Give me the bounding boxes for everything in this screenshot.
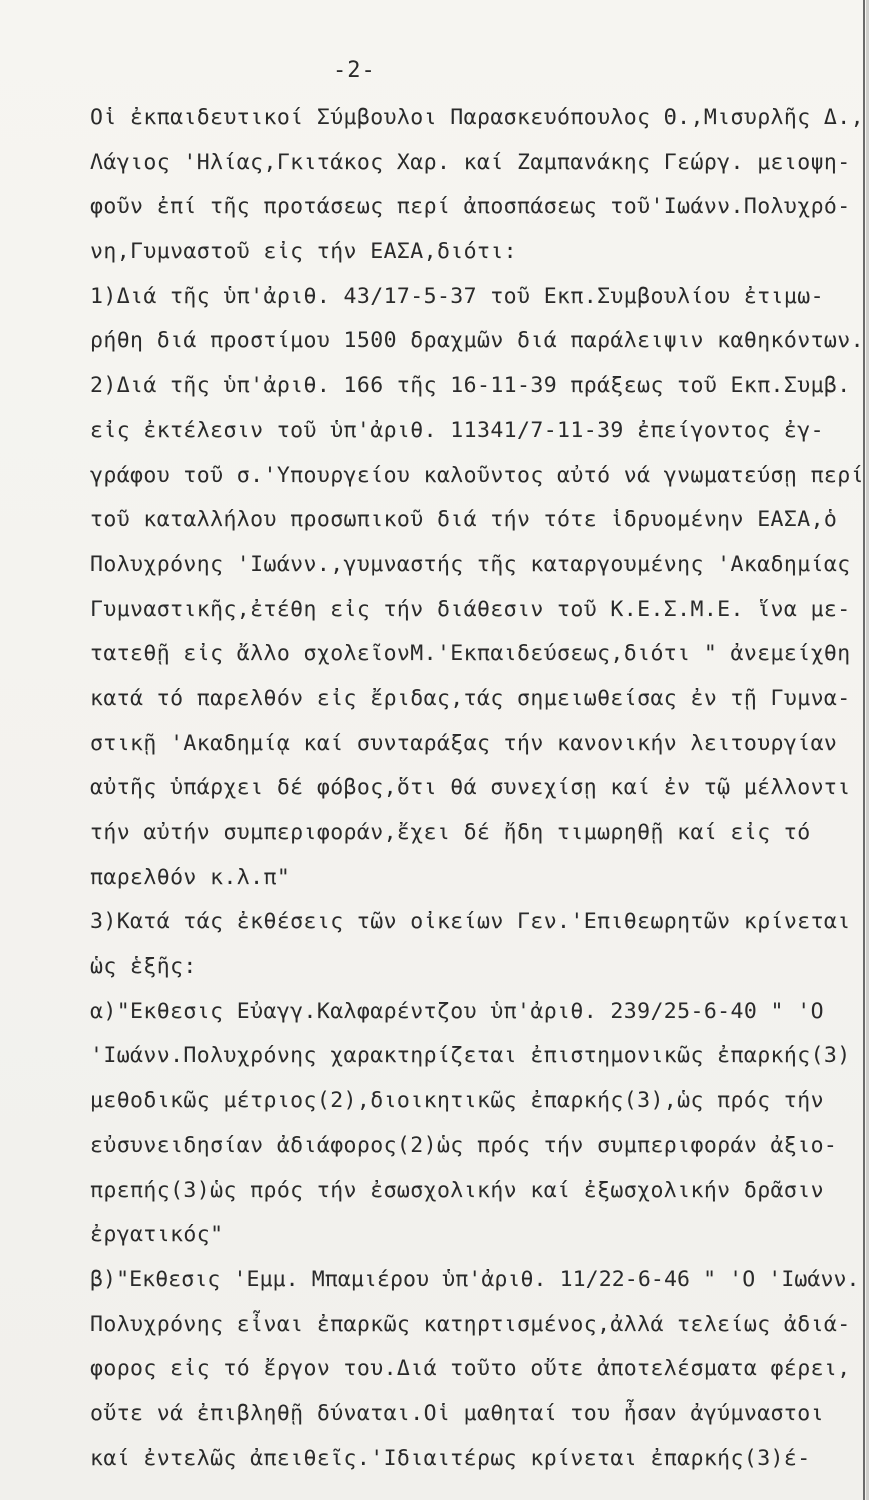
text-line: γράφου τοῦ σ.'Υπουργείου καλοῦντος αὐτό νά γνωματεύσῃ περί (90, 462, 864, 488)
text-line: εὐσυνειδησίαν ἀδιάφορος(2)ὡς πρός τήν συμπεριφοράν ἀξιο- (90, 1132, 838, 1158)
page-number: -2- (333, 58, 376, 83)
text-line: τατεθῇ εἰς ἄλλο σχολεῖονΜ.'Εκπαιδεύσεως,διότι " ἀνεμείχθη (90, 641, 851, 667)
text-line: 2)Διά τῆς ὑπ'ἀριθ. 166 τῆς 16-11-39 πράξεως τοῦ Εκπ.Συμβ. (90, 373, 851, 399)
text-line: φορος εἰς τό ἔργον του.Διά τοῦτο οὔτε ἀποτελέσματα φέρει, (90, 1356, 851, 1382)
text-line: πρεπής(3)ὡς πρός τήν ἐσωσχολικήν καί ἐξωσχολικήν δρᾶσιν (90, 1177, 824, 1203)
text-line: οὔτε νά ἐπιβληθῇ δύναται.Οἱ μαθηταί του ἦσαν ἀγύμναστοι (90, 1400, 824, 1426)
text-line: ρήθη διά προστίμου 1500 δραχμῶν διά παράλειψιν καθηκόντων. (90, 328, 864, 354)
text-line: τήν αὐτήν συμπεριφοράν,ἔχει δέ ἤδη τιμωρηθῇ καί εἰς τό (90, 820, 811, 845)
text-line: β)"Εκθεσις 'Εμμ. Μπαμιέρου ὑπ'ἀριθ. 11/22-6-46 " 'Ο 'Ιωάνν. (90, 1266, 860, 1292)
text-line: Πολυχρόνης εἶναι ἐπαρκῶς κατηρτισμένος,ἀλλά τελείως ἀδιά- (90, 1311, 851, 1337)
text-line: μεθοδικῶς μέτριος(2),διοικητικῶς ἐπαρκής(3),ὡς πρός τήν (90, 1088, 824, 1114)
text-line: ὡς ἑξῆς: (90, 954, 197, 980)
text-line: καί ἐντελῶς ἀπειθεῖς.'Ιδιαιτέρως κρίνεται ἐπαρκής(3)έ- (90, 1445, 811, 1471)
document-body (90, 96, 865, 1481)
text-line: αὐτῆς ὑπάρχει δέ φόβος,ὅτι θά συνεχίσῃ καί ἐν τῷ μέλλοντι (90, 775, 851, 801)
text-line: ἐργατικός" (90, 1222, 224, 1248)
text-line: τοῦ καταλλήλου προσωπικοῦ διά τήν τότε ἱδρυομένην ΕΑΣΑ,ὁ (90, 507, 838, 533)
text-line: Γυμναστικῆς,ἐτέθη εἰς τήν διάθεσιν τοῦ Κ.Ε.Σ.Μ.Ε. ἵνα με- (90, 596, 851, 622)
text-line: α)"Εκθεσις Εὐαγγ.Καλφαρέντζου ὑπ'ἀριθ. 239/25-6-40 " 'Ο (90, 998, 824, 1024)
text-line: Οἱ ἐκπαιδευτικοί Σύμβουλοι Παρασκευόπουλος Θ.,Μισυρλῆς Δ., (90, 105, 864, 130)
text-line: εἰς ἐκτέλεσιν τοῦ ὑπ'ἀριθ. 11341/7-11-39 ἐπείγοντος ἐγ- (90, 417, 824, 443)
text-line: Πολυχρόνης 'Ιωάνν.,γυμναστής τῆς καταργουμένης 'Ακαδημίας (90, 551, 851, 577)
text-line: κατά τό παρελθόν εἰς ἔριδας,τάς σημειωθείσας ἐν τῇ Γυμνα- (90, 685, 851, 711)
text-line: νη,Γυμναστοῦ εἰς τήν ΕΑΣΑ,διότι: (90, 239, 518, 265)
text-line: παρελθόν κ.λ.π" (90, 864, 291, 890)
text-line: 3)Κατά τάς ἐκθέσεις τῶν οἰκείων Γεν.'Επιθεωρητῶν κρίνεται (90, 909, 851, 935)
text-line: 1)Διά τῆς ὑπ'ἀριθ. 43/17-5-37 τοῦ Εκπ.Συμβουλίου ἐτιμω- (90, 283, 824, 309)
text-line: στικῇ 'Ακαδημίᾳ καί συνταράξας τήν κανονικήν λειτουργίαν (90, 730, 838, 756)
text-line: φοῦν ἐπί τῆς προτάσεως περί ἀποσπάσεως τοῦ'Ιωάνν.Πολυχρό- (90, 194, 851, 220)
text-line: 'Ιωάνν.Πολυχρόνης χαρακτηρίζεται ἐπιστημονικῶς ἐπαρκής(3) (90, 1043, 851, 1069)
text-line: Λάγιος 'Ηλίας,Γκιτάκος Χαρ. καί Ζαμπανάκης Γεώργ. μειοψη- (90, 149, 851, 175)
